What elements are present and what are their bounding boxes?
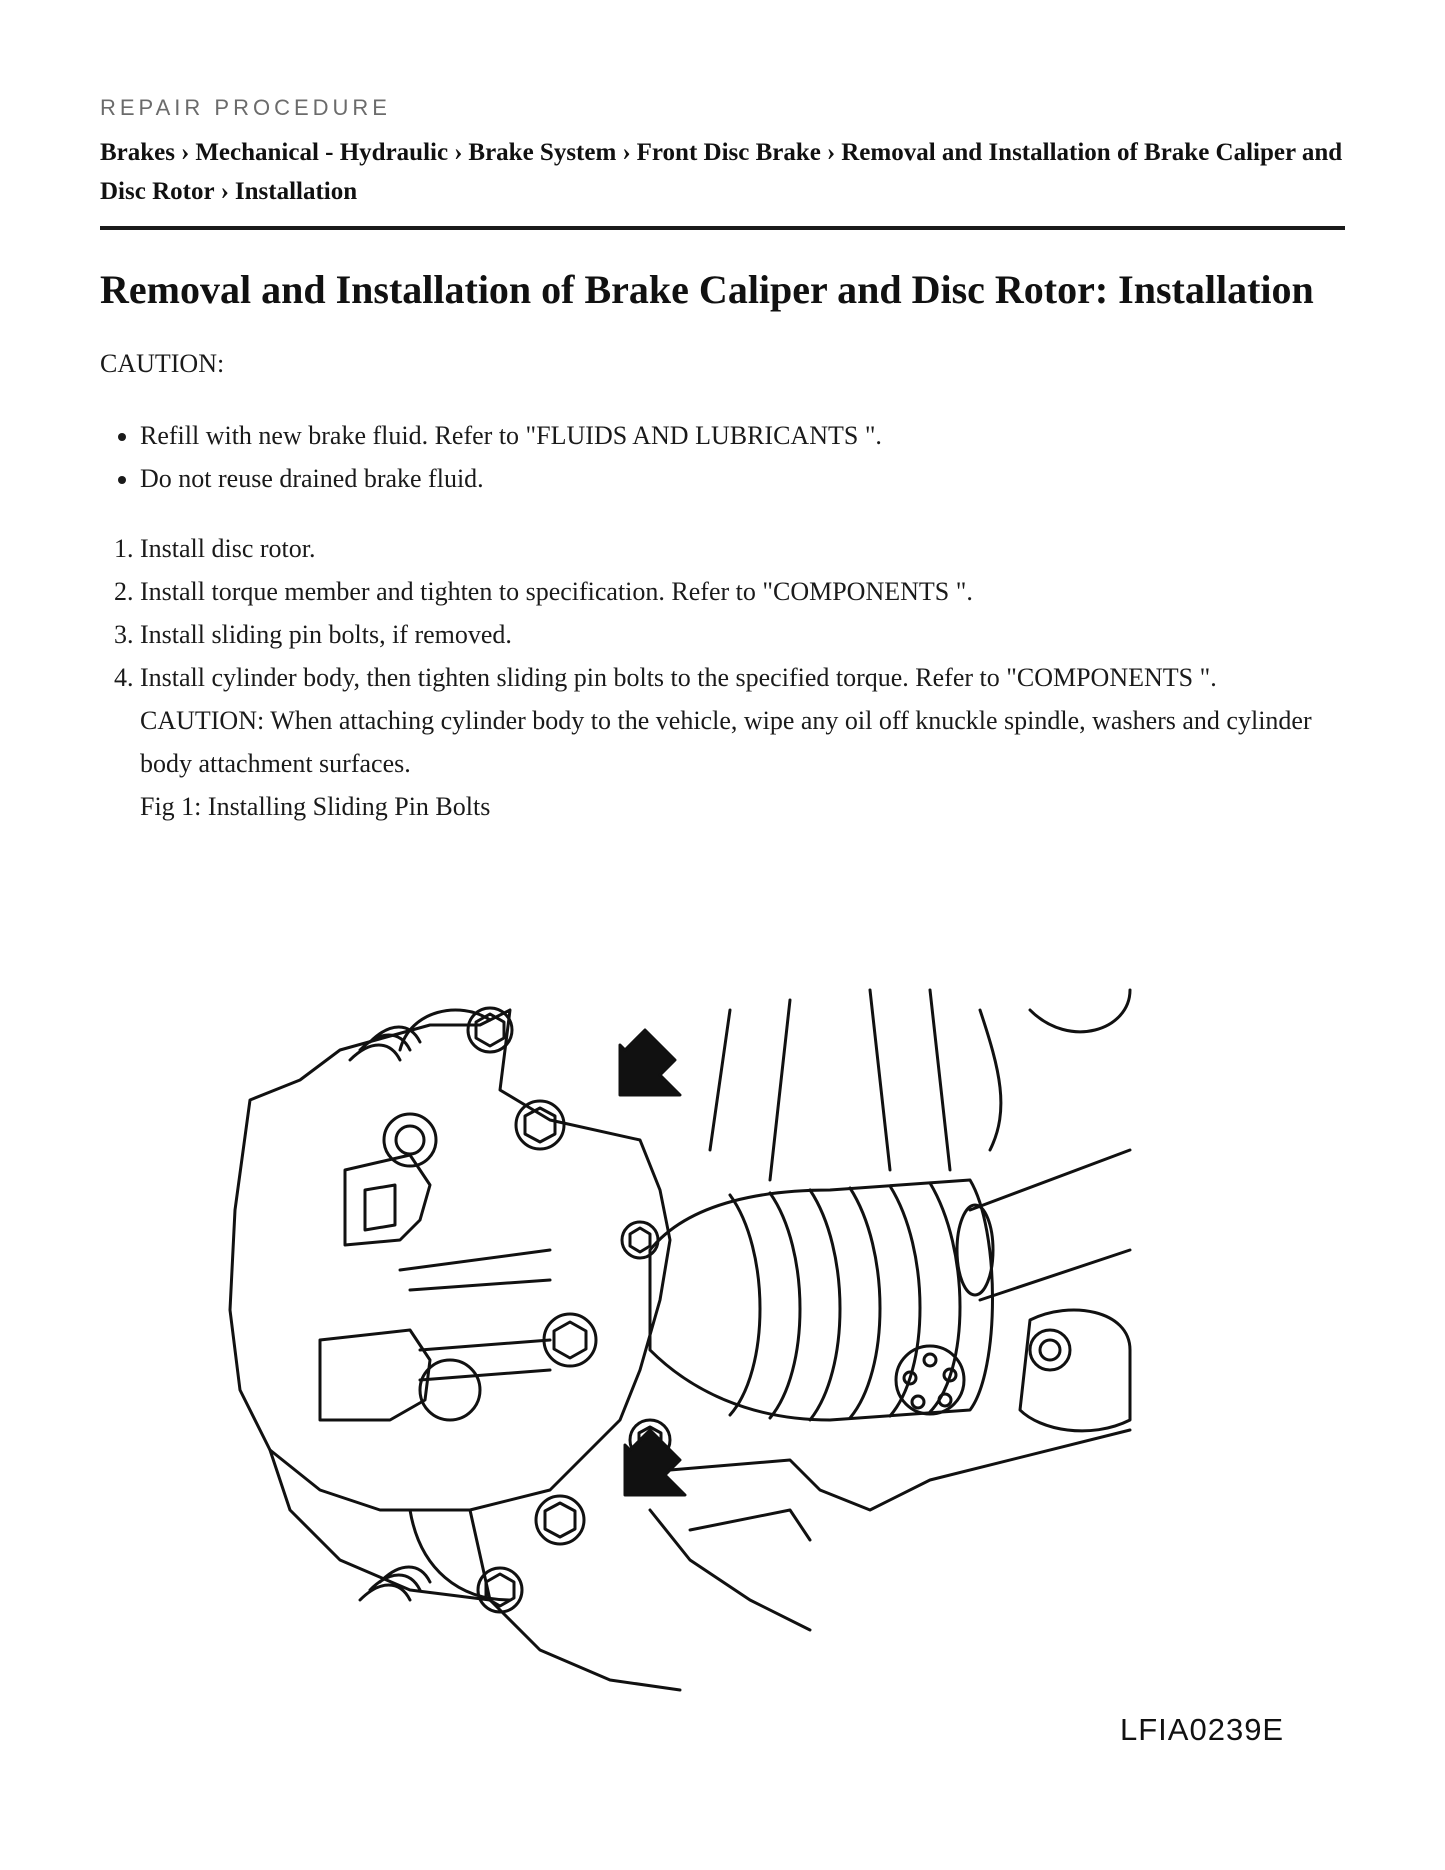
section-eyebrow: REPAIR PROCEDURE — [100, 95, 391, 120]
brake-caliper-illustration — [170, 950, 1300, 1750]
procedure-step — [140, 570, 1340, 613]
caution-item: • Refill with new brake fluid. Refer to "FLUIDS AND LUBRICANTS ". — [140, 414, 882, 457]
procedure-steps — [100, 527, 1340, 828]
breadcrumb-item-brakes[interactable]: Brakes — [100, 139, 175, 166]
step-text: Install disc rotor. — [140, 534, 316, 563]
caution-item: • Do not reuse drained brake fluid. — [140, 457, 882, 500]
breadcrumb-separator: › — [622, 139, 631, 166]
page-title: Removal and Installation of Brake Caliper and Disc Rotor: Installation — [100, 267, 1314, 312]
caution-label: CAUTION: — [100, 349, 225, 378]
breadcrumb-item-brake-system[interactable]: Brake System — [468, 139, 617, 166]
breadcrumb-item-front-disc-brake[interactable]: Front Disc Brake — [636, 139, 821, 166]
breadcrumb-item-mechanical-hydraulic[interactable]: Mechanical - Hydraulic — [195, 139, 449, 166]
breadcrumb-item-removal-installation[interactable]: Removal and Installation of Brake Caliper and Disc Rotor — [100, 139, 1343, 205]
header-divider — [100, 226, 1345, 230]
step-text: Install torque member and tighten to specification. Refer to "COMPONENTS ". — [140, 577, 973, 606]
breadcrumb — [100, 133, 1345, 211]
step-text: Install sliding pin bolts, if removed. — [140, 620, 512, 649]
figure-caption: Fig 1: Installing Sliding Pin Bolts — [140, 792, 491, 821]
caution-list — [100, 414, 882, 500]
breadcrumb-separator: › — [826, 139, 836, 166]
figure-code: LFIA0239E — [1120, 1712, 1285, 1747]
breadcrumb-separator: › — [454, 139, 463, 166]
breadcrumb-separator: › — [181, 139, 190, 166]
procedure-step — [140, 613, 1340, 656]
breadcrumb-separator: › — [220, 178, 229, 205]
step-caution: CAUTION: When attaching cylinder body to the vehicle, wipe any oil off knuckle spindle, washers and cylinder body attachment surfaces. — [140, 706, 1312, 778]
step-text: Install cylinder body, then tighten sliding pin bolts to the specified torque. Refer to "COMPONENTS ". — [140, 663, 1217, 692]
breadcrumb-item-installation[interactable]: Installation — [234, 178, 358, 205]
procedure-step — [140, 656, 1340, 828]
procedure-step — [140, 527, 1340, 570]
